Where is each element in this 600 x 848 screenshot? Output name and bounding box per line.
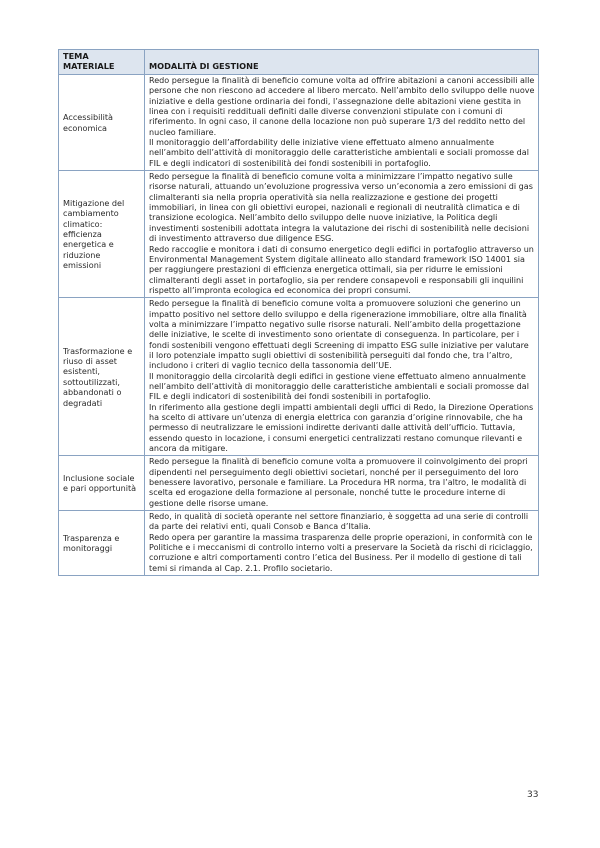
material-topics-table (58, 49, 539, 576)
table-row (59, 171, 539, 298)
paragraph: In riferimento alla gestione degli impatti ambientali degli uffici di Redo, la Direzione Operations ha scelto di attivare un’utenza di energia elettrica con garanzia d’origine rinnovabile, che ha permesso di neutralizzare le emissioni indirette derivanti dalle attività dell’ufficio. Tuttavia, essendo questo in locazione, i consumi energetici centralizzati restano comunque rilevanti e ancora da mitigare. (149, 402, 534, 454)
approach-cell (145, 511, 539, 576)
table-row (59, 511, 539, 576)
topic-cell: Trasformazione e riuso di asset esistenti, sottoutilizzati, abbandonati o degradati (59, 298, 145, 456)
page-number: 33 (527, 790, 539, 800)
header-approach: MODALITÀ DI GESTIONE (145, 50, 539, 75)
paragraph: Redo raccoglie e monitora i dati di consumo energetico degli edifici in portafoglio attraverso un Environmental Management System digitale allineato allo standard framework ISO 14001 sia per raggiungere prestazioni di efficienza energetica ottimali, sia per ridurre le emissioni climalteranti degli asset in portafoglio, sia per rendere consapevoli e responsabili gli inquilini rispetto all’impronta ecologica ed economica dei propri consumi. (149, 244, 534, 295)
paragraph: Il monitoraggio dell’affordability delle iniziative viene effettuato almeno annualmente nell’ambito dell’attività di monitoraggio delle caratteristiche ambientali e sociali promosse dal FIL e degli indicatori di sostenibilità dei fondi sostenibili in portafoglio. (149, 138, 529, 168)
table-row (59, 298, 539, 456)
table-row (59, 456, 539, 511)
paragraph: Redo persegue la finalità di beneficio comune volta a minimizzare l’impatto negativo sulle risorse naturali, attuando un’evoluzione progressiva verso un’economia a zero emissioni di gas climalteranti sia nella propria operatività sia nella realizzazione e gestione dei progetti immobiliari, in linea con gli obiettivi europei, nazionali e regionali di neutralità climatica e di transizione ecologica. Nell’ambito dello sviluppo delle nuove iniziative, la Politica degli investimenti sostenibili adottata integra la valutazione dei rischi di sostenibilità nelle decisioni di investimento attraverso due diligence ESG. (149, 172, 533, 244)
header-topic: TEMA MATERIALE (59, 50, 145, 75)
approach-cell (145, 171, 539, 298)
table-row (59, 75, 539, 171)
paragraph: Il monitoraggio della circolarità degli edifici in gestione viene effettuato almeno annualmente nell’ambito dell’attività di monitoraggio delle caratteristiche ambientali e sociali promosse dal FIL e degli indicatori di sostenibilità dei fondi sostenibili in portafoglio. (149, 371, 529, 402)
paragraph: Redo opera per garantire la massima trasparenza delle proprie operazioni, in conformità con le Politiche e i meccanismi di controllo interno volti a preservare la Società da rischi di riciclaggio, corruzione e altri comportamenti contro l’etica del Business. Per il modello di gestione di tali temi si rimanda al Cap. 2.1. Profilo societario. (149, 532, 533, 573)
paragraph: Redo persegue la finalità di beneficio comune volta a promuovere soluzioni che generino un impatto positivo nel settore dello sviluppo e della rigenerazione immobiliare, oltre alla finalità volta a minimizzare l’impatto negativo sulle risorse naturali. Nell’ambito della progettazione delle iniziative, le scelte di investimento sono orientate di conseguenza. In particolare, per i fondi sostenibili vengono effettuati degli Screening di impatto ESG sulle iniziative per valutare il loro potenziale impatto sugli obiettivi di sostenibilità perseguiti dal fondo che, tra l’altro, includono i criteri di vaglio tecnico della tassonomia dell’UE. (149, 299, 529, 371)
topic-cell: Inclusione sociale e pari opportunità (59, 456, 145, 511)
approach-cell (145, 456, 539, 511)
approach-cell (145, 298, 539, 456)
approach-cell (145, 75, 539, 171)
topic-cell: Accessibilità economica (59, 75, 145, 171)
topic-cell: Trasparenza e monitoraggi (59, 511, 145, 576)
table-header-row (59, 50, 539, 75)
paragraph: Redo persegue la finalità di beneficio comune volta a promuovere il coinvolgimento dei propri dipendenti nel perseguimento degli obiettivi societari, nonché per il perseguimento del loro benessere lavorativo, personale e familiare. La Procedura HR norma, tra l’altro, le modalità di scelta ed erogazione della formazione al personale, nonché tutte le procedure interne di gestione delle risorse umane. (149, 457, 528, 508)
topic-cell: Mitigazione del cambiamento climatico: efficienza energetica e riduzione emissioni (59, 171, 145, 298)
paragraph: Redo persegue la finalità di beneficio comune volta ad offrire abitazioni a canoni accessibili alle persone che non riescono ad accedere al libero mercato. Nell’ambito dello sviluppo delle nuove iniziative e della gestione ordinaria dei fondi, l’assegnazione delle abitazioni viene gestita in linea con i requisiti reddituali definiti dalle diverse convenzioni stipulate con i comuni di riferimento. In ogni caso, il canone della locazione non può superare 1/3 del reddito netto del nucleo familiare. (149, 76, 535, 137)
paragraph: Redo, in qualità di società operante nel settore finanziario, è soggetta ad una serie di controlli da parte dei relativi enti, quali Consob e Banca d’Italia. (149, 512, 529, 532)
